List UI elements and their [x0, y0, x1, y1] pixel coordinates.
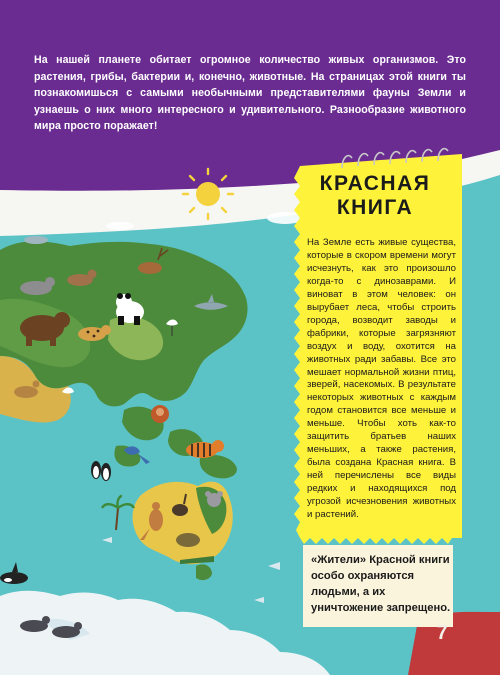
orca-icon [0, 562, 28, 584]
intro-paragraph: На нашей планете обитает огромное количество живых организмов. Это растения, грибы, бактерии и, конечно, животные. На страницах этой книги ты познакомишься с самыми необычными представителями фауны Земли и узнаешь о них много интересного и удивительного. Разнообразие животного мира просто поражает! [34, 54, 466, 133]
whale-icon [24, 236, 48, 244]
red-book-note-text: «Жители» Красной книги особо охраняются людьми, а их уничтожение запрещено. [311, 554, 451, 614]
page-number: 7 [436, 622, 448, 644]
penguin-icon [91, 461, 111, 481]
palm-tree-icon [102, 496, 134, 530]
orangutan-icon [151, 405, 169, 423]
antarctic-ice [0, 591, 330, 675]
red-book-title-line1: КРАСНАЯ [319, 172, 431, 195]
turtle-icon [176, 533, 200, 547]
red-book-body: На Земле есть живые существа, которые в скором времени могут исчезнуть, как это произошло когда-то с динозаврами. И виноват в этом человек: он вырубает леса, чтобы строить города, возводит заводы и фабрики, которые загрязняют воздух и воду, охотится на животных ради забавы. Все это мешает нормальной жизни птиц, зверей, насекомых. В результате некоторых животных с каждым годом становится все меньше и меньше. Чтобы хоть как-то защитить братьев наших меньших, а также растения, была создана Красная книга. В ней перечислены все виды редких и находящихся под угрозой исчезновения животных и растений. [307, 237, 456, 521]
red-book-title-line2: КНИГА [336, 196, 414, 219]
